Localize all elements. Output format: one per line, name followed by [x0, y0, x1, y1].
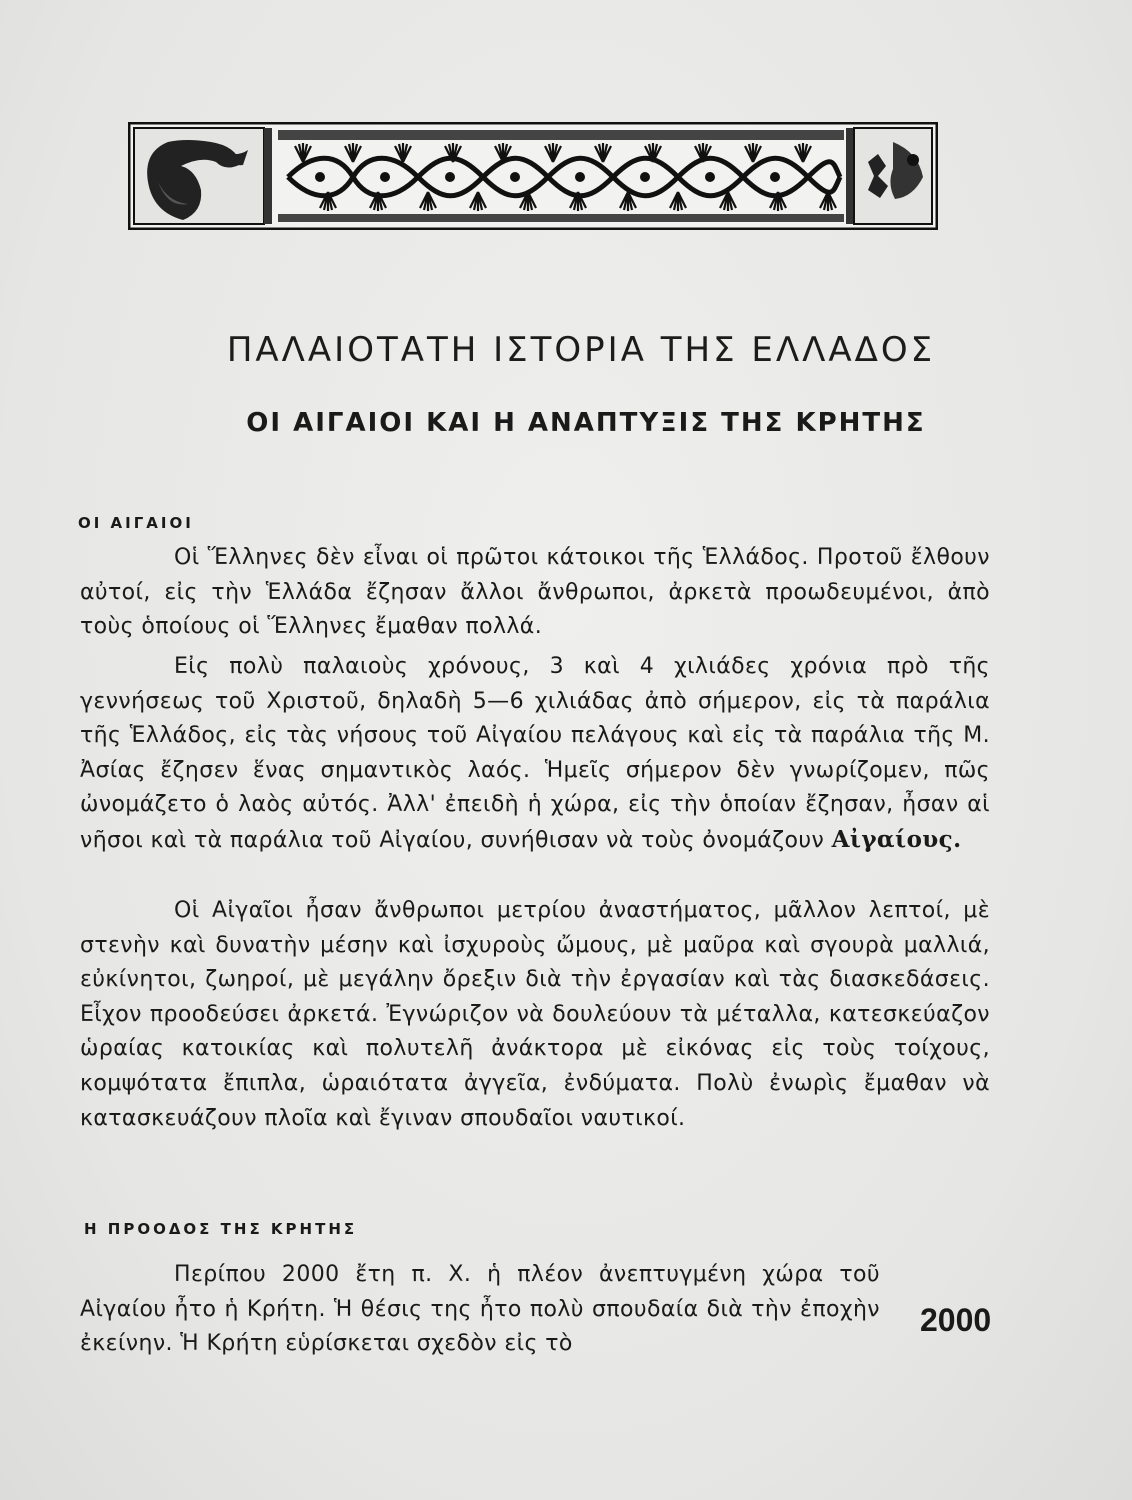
paragraph-text: Οἱ Αἰγαῖοι ἦσαν ἄνθρωποι μετρίου ἀναστήματος, μᾶλλον λεπτοί, μὲ στενὴν καὶ δυνατὴν μέσην καὶ ἰσχυροὺς ὤμους, μὲ μαῦρα καὶ σγουρὰ μαλλιά, εὐκίνητοι, ζωηροί, μὲ μεγάλην ὄρεξιν διὰ τὴν ἐργασίαν καὶ τὰς διασκεδάσεις. Εἶχον προοδεύσει ἀρκετά. Ἐγνώριζον νὰ δουλεύουν τὰ μέταλλα, κατεσκεύαζον ὡραίας κατοικίας καὶ πολυτελῆ ἀνάκτορα μὲ εἰκόνας εἰς τοὺς τοίχους, κομψότατα ἔπιπλα, ὡραιότατα ἀγγεῖα, ἐνδύματα. Πολὺ ἐνωρὶς ἔμαθαν νὰ κατασκευάζουν πλοῖα καὶ ἔγιναν σπουδαῖοι ναυτικοί. [80, 898, 990, 1131]
paragraph [80, 894, 990, 1136]
paragraph-text: Εἰς πολὺ παλαιοὺς χρόνους, 3 καὶ 4 χιλιάδες χρόνια πρὸ τῆς γεννήσεως τοῦ Χριστοῦ, δηλαδὴ 5—6 χιλιάδας ἀπὸ σήμερον, εἰς τὰ παράλια τῆς Ἑλλάδος, εἰς τὰς νήσους τοῦ Αἰγαίου πελάγους καὶ εἰς τὰ παράλια τῆς Μ. Ἀσίας ἔζησεν ἕνας σημαντικὸς λαός. Ἡμεῖς σήμερον δὲν γνωρίζομεν, πῶς ὠνομάζετο ὁ λαὸς αὐτός. Ἀλλ' ἐπειδὴ ἡ χώρα, εἰς τὴν ὁποίαν ἔζησαν, ἦσαν αἱ νῆσοι καὶ τὰ παράλια τοῦ Αἰγαίου, συνήθισαν νὰ τοὺς ὀνομάζουν [80, 654, 990, 853]
paragraph-text: Περίπου 2000 ἔτη π. Χ. ἡ πλέον ἀνεπτυγμένη χώρα τοῦ Αἰγαίου ἦτο ἡ Κρήτη. Ἡ θέσις της ἦτο πολὺ σπουδαία διὰ τὴν ἐποχὴν ἐκείνην. Ἡ Κρήτη εὑρίσκεται σχεδὸν εἰς τὸ [80, 1262, 880, 1357]
section-heading-crete: Η ΠΡΟΟΔΟΣ ΤΗΣ ΚΡΗΤΗΣ [84, 1220, 358, 1238]
emphasized-term: Αἰγαίους. [831, 825, 962, 853]
margin-date-note: 2000 [920, 1302, 992, 1338]
page-subtitle: ΟΙ ΑΙΓΑΙΟΙ ΚΑΙ Η ΑΝΑΠΤΥΞΙΣ ΤΗΣ ΚΡΗΤΗΣ [246, 408, 926, 438]
section-heading-aegeans: ΟΙ ΑΙΓΑΙΟΙ [78, 514, 194, 532]
page-title: ΠΑΛΑΙΟΤΑΤΗ ΙΣΤΟΡΙΑ ΤΗΣ ΕΛΛΑΔΟΣ [226, 330, 936, 370]
paragraph [80, 541, 990, 645]
paragraph-text: Οἱ Ἕλληνες δὲν εἶναι οἱ πρῶτοι κάτοικοι τῆς Ἑλλάδος. Προτοῦ ἔλθουν αὐτοί, εἰς τὴν Ἑλλάδα ἔζησαν ἄλλοι ἄνθρωποι, ἀρκετὰ προωδευμένοι, ἀπὸ τοὺς ὁποίους οἱ Ἕλληνες ἔμαθαν πολλά. [80, 545, 990, 640]
aegean-frieze-icon [128, 122, 938, 230]
paragraph [80, 1258, 880, 1362]
paragraph [80, 650, 990, 859]
